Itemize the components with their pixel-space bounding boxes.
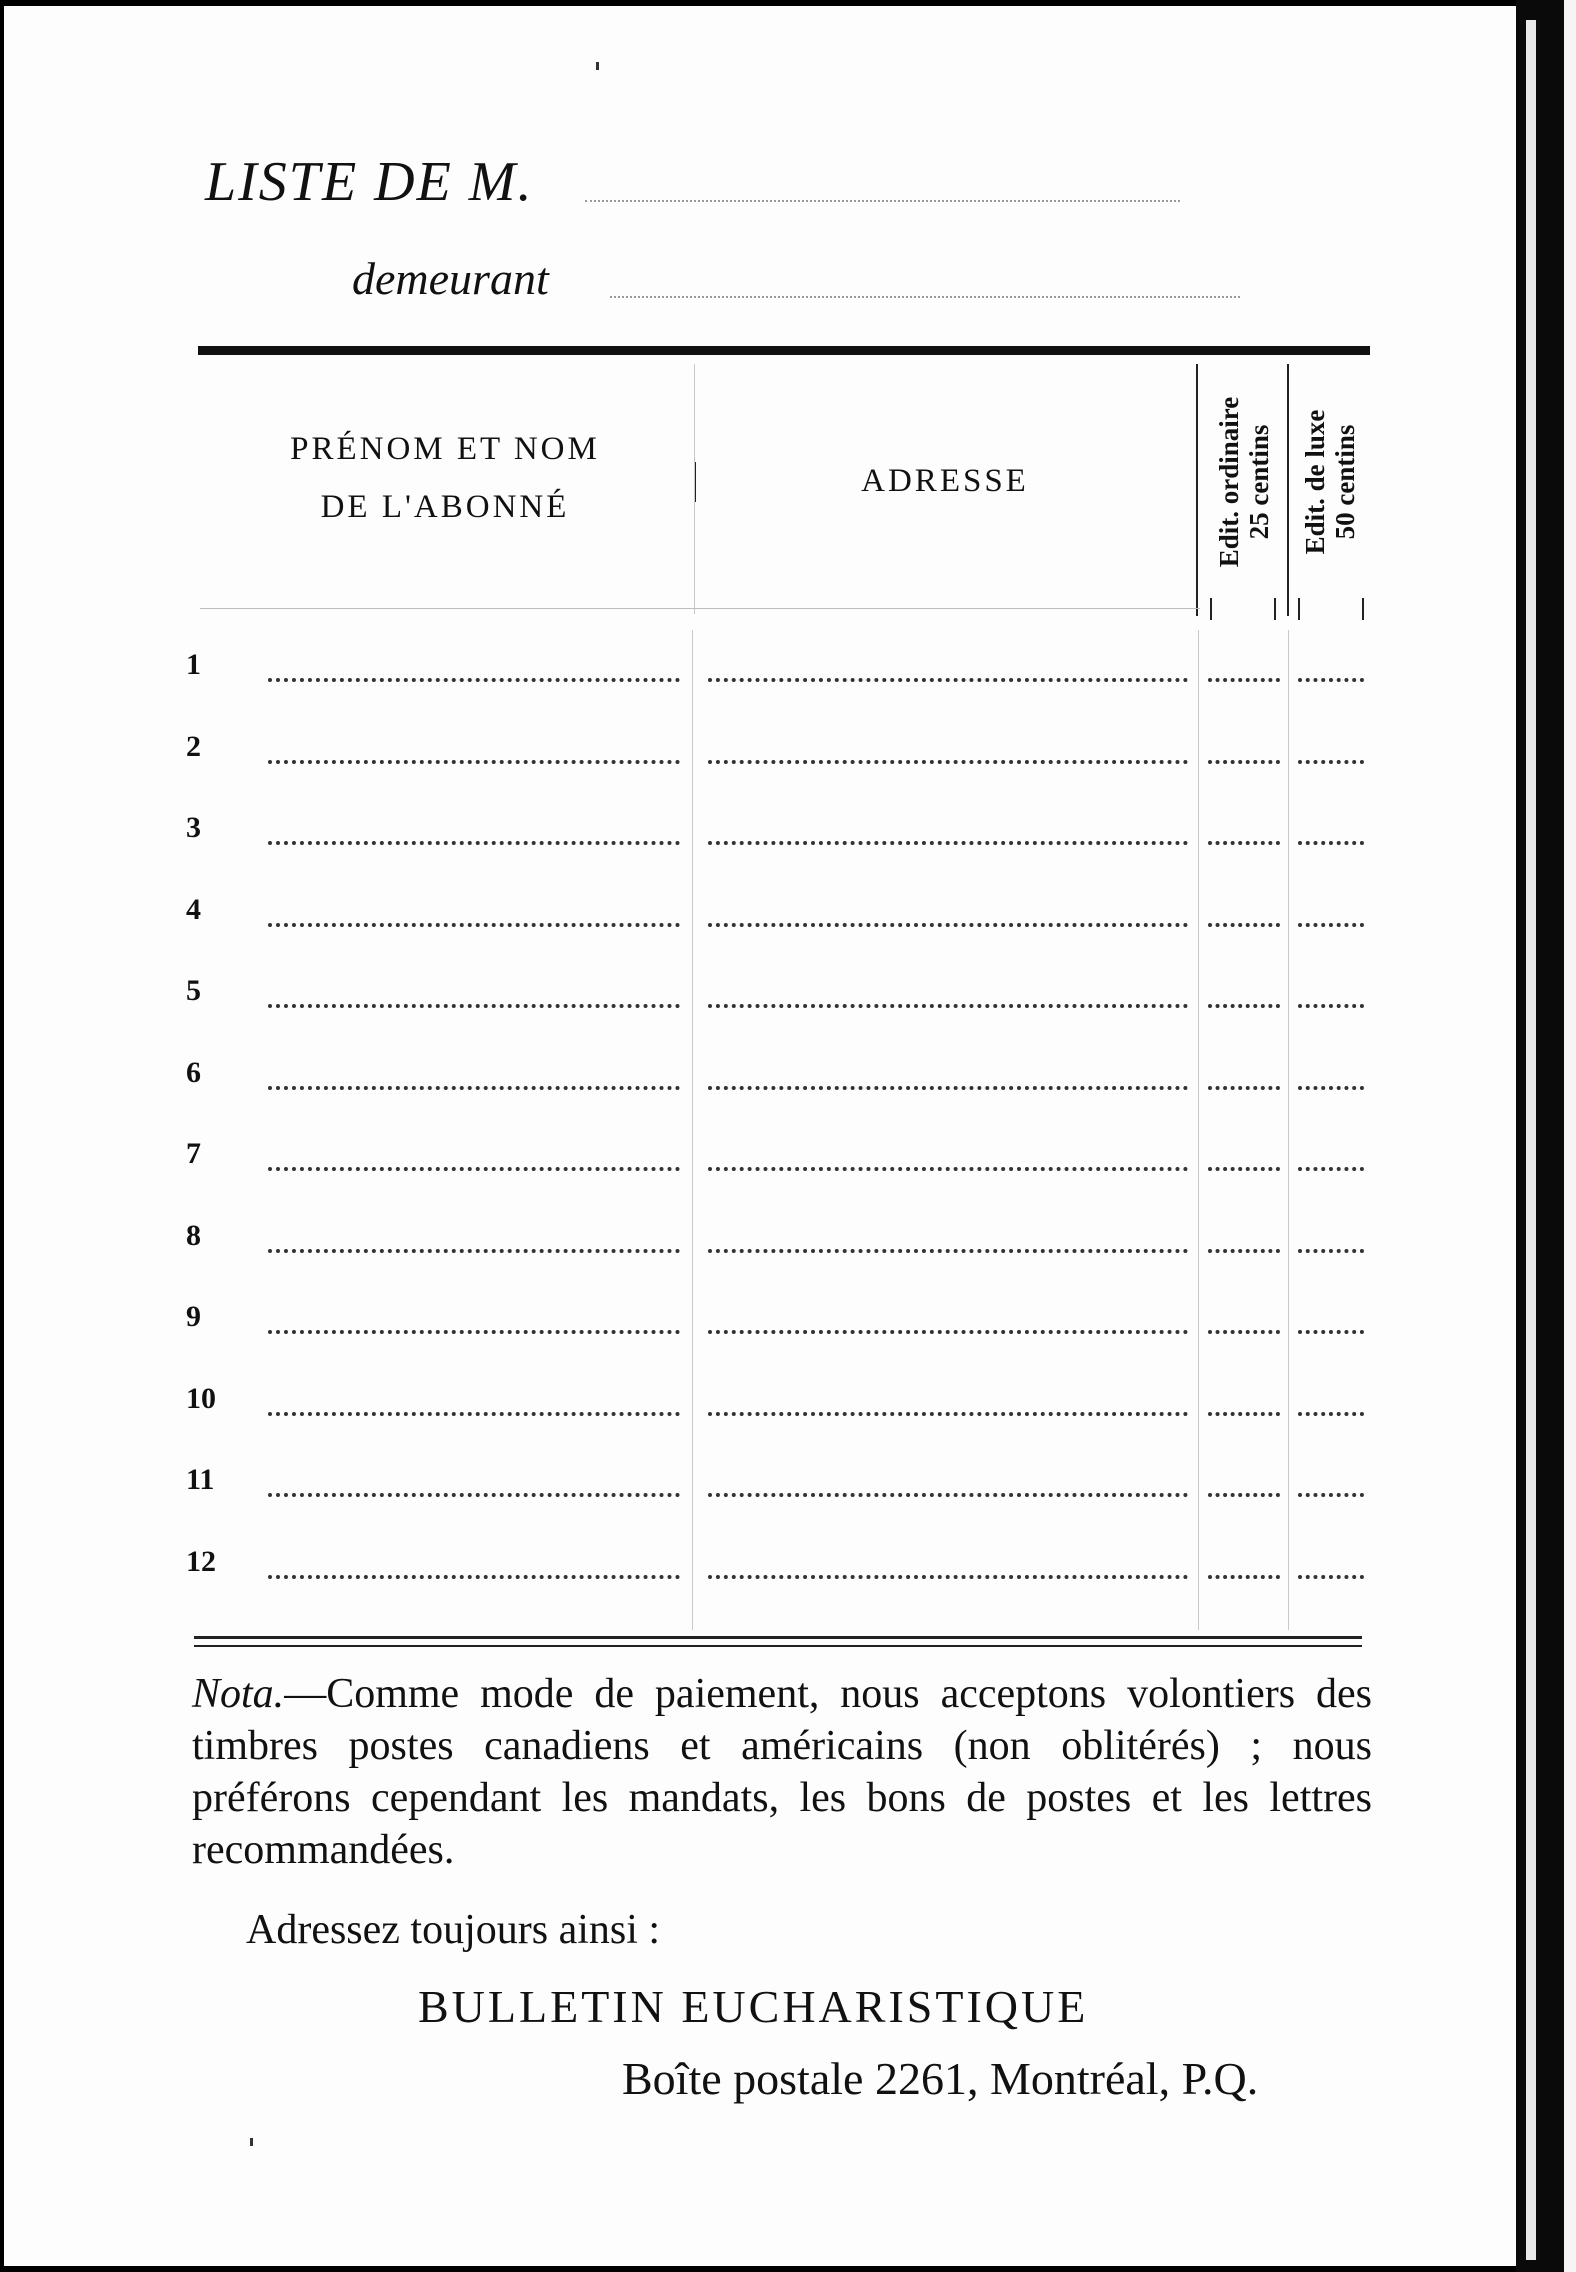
row-number: 5: [186, 974, 201, 1007]
row-ordinary-field[interactable]: [1208, 1412, 1280, 1416]
luxe-bracket-left: [1298, 598, 1300, 620]
list-title: LISTE DE M.: [205, 151, 534, 213]
row-ordinary-field[interactable]: [1208, 841, 1280, 845]
note-label: Nota.: [192, 1671, 285, 1717]
row-luxe-field[interactable]: [1298, 841, 1364, 845]
row-number: 6: [186, 1055, 201, 1089]
ordinary-bracket-right: [1274, 598, 1276, 620]
address-intro: Adressez toujours ainsi :: [246, 1907, 661, 1953]
column-header-ordinary: [1214, 362, 1274, 602]
page-edge-gap: [1526, 20, 1536, 2260]
row-luxe-field[interactable]: [1298, 1249, 1364, 1253]
form-page: [4, 6, 1516, 2266]
row-address-field[interactable]: [708, 841, 1188, 845]
luxe-bracket-right: [1362, 598, 1364, 620]
row-number: 9: [186, 1300, 201, 1333]
row-name-field[interactable]: [268, 923, 680, 927]
row-luxe-field[interactable]: [1298, 1493, 1364, 1497]
row-ordinary-field[interactable]: [1208, 1330, 1280, 1334]
column-header-ordinary-line1: Edit. ordinaire: [1214, 396, 1244, 568]
column-divider-1-light: [694, 364, 695, 614]
row-name-field[interactable]: [268, 1086, 680, 1090]
column-header-ordinary-line2: 25 centins: [1244, 424, 1274, 540]
table-bottom-rule-1: [194, 1636, 1362, 1639]
column-header-name-line1: PRÉNOM ET NOM: [290, 431, 600, 467]
row-ordinary-field[interactable]: [1208, 1167, 1280, 1171]
body-divider-3: [1288, 630, 1289, 1630]
row-name-field[interactable]: [268, 841, 680, 845]
row-address-field[interactable]: [708, 1004, 1188, 1008]
row-address-field[interactable]: [708, 1086, 1188, 1090]
row-luxe-field[interactable]: [1298, 1004, 1364, 1008]
row-number: 3: [186, 811, 201, 844]
body-divider-1: [692, 630, 693, 1630]
body-divider-2: [1198, 630, 1199, 1630]
payment-note: [192, 1668, 1372, 1876]
row-number: 7: [186, 1137, 201, 1170]
print-speck: [596, 62, 599, 70]
table-bottom-rule-2: [194, 1645, 1362, 1647]
column-divider-2: [1196, 364, 1198, 616]
header-bottom-rule: [200, 608, 1200, 609]
column-header-luxe: [1300, 362, 1360, 602]
row-number: 1: [186, 648, 201, 681]
page-edge: [1516, 0, 1564, 2272]
row-name-field[interactable]: [268, 678, 680, 682]
row-ordinary-field[interactable]: [1208, 678, 1280, 682]
row-name-field[interactable]: [268, 1493, 680, 1497]
row-address-field[interactable]: [708, 1167, 1188, 1171]
row-name-field[interactable]: [268, 1004, 680, 1008]
name-blank-line: [585, 200, 1180, 202]
row-luxe-field[interactable]: [1298, 923, 1364, 927]
row-number: 11: [186, 1463, 215, 1496]
note-text: —Comme mode de paiement, nous acceptons volontiers des timbres postes canadiens et américains (non oblitérés) ; nous préférons cependant les mandats, les bons de postes et les lettres recommandées.: [192, 1671, 1372, 1873]
row-ordinary-field[interactable]: [1208, 923, 1280, 927]
row-name-field[interactable]: [268, 1412, 680, 1416]
residence-label: demeurant: [352, 253, 549, 304]
row-luxe-field[interactable]: [1298, 1167, 1364, 1171]
row-address-field[interactable]: [708, 1575, 1188, 1579]
row-ordinary-field[interactable]: [1208, 1249, 1280, 1253]
row-name-field[interactable]: [268, 1249, 680, 1253]
row-ordinary-field[interactable]: [1208, 1004, 1280, 1008]
column-header-name-line2: DE L'ABONNÉ: [320, 489, 570, 525]
residence-blank-line: [610, 296, 1240, 298]
row-name-field[interactable]: [268, 1167, 680, 1171]
row-ordinary-field[interactable]: [1208, 760, 1280, 764]
row-number: 4: [186, 892, 201, 926]
column-header-address: ADRESSE: [861, 463, 1029, 499]
row-address-field[interactable]: [708, 923, 1188, 927]
organization-name: BULLETIN EUCHARISTIQUE: [418, 1981, 1089, 2032]
page-outer-margin: [1564, 0, 1576, 2272]
table-top-rule: [198, 346, 1370, 355]
postal-address: Boîte postale 2261, Montréal, P.Q.: [622, 2053, 1259, 2104]
column-header-luxe-line2: 50 centins: [1330, 424, 1360, 540]
ordinary-bracket-left: [1210, 598, 1212, 620]
row-luxe-field[interactable]: [1298, 1575, 1364, 1579]
row-name-field[interactable]: [268, 1330, 680, 1334]
row-number: 10: [186, 1381, 216, 1415]
column-divider-3: [1287, 364, 1289, 616]
row-luxe-field[interactable]: [1298, 1086, 1364, 1090]
row-number: 8: [186, 1218, 201, 1252]
row-luxe-field[interactable]: [1298, 1412, 1364, 1416]
row-name-field[interactable]: [268, 1575, 680, 1579]
column-header-luxe-line1: Edit. de luxe: [1300, 409, 1330, 555]
row-address-field[interactable]: [708, 760, 1188, 764]
row-luxe-field[interactable]: [1298, 760, 1364, 764]
row-name-field[interactable]: [268, 760, 680, 764]
row-ordinary-field[interactable]: [1208, 1086, 1280, 1090]
print-speck: [250, 2138, 253, 2146]
row-luxe-field[interactable]: [1298, 1330, 1364, 1334]
row-number: 2: [186, 729, 201, 763]
row-luxe-field[interactable]: [1298, 678, 1364, 682]
row-number: 12: [186, 1544, 216, 1578]
row-ordinary-field[interactable]: [1208, 1493, 1280, 1497]
row-address-field[interactable]: [708, 1249, 1188, 1253]
row-address-field[interactable]: [708, 678, 1188, 682]
row-address-field[interactable]: [708, 1330, 1188, 1334]
row-address-field[interactable]: [708, 1493, 1188, 1497]
row-address-field[interactable]: [708, 1412, 1188, 1416]
row-ordinary-field[interactable]: [1208, 1575, 1280, 1579]
column-header-name: [200, 420, 690, 536]
